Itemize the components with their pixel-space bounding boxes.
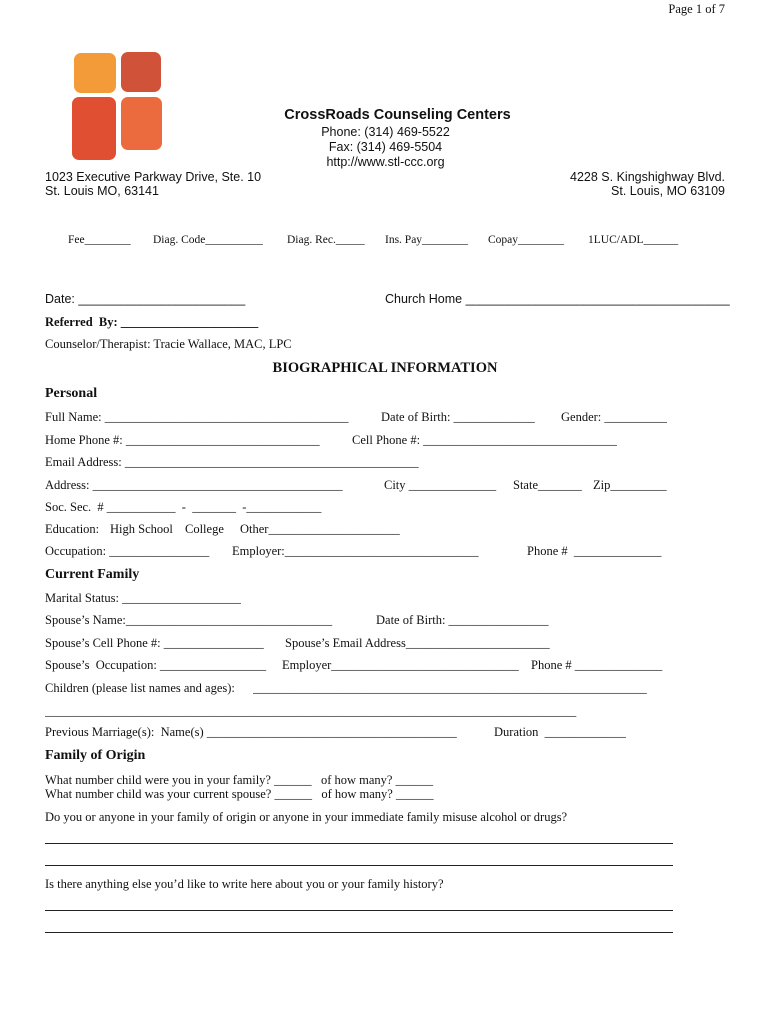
referred-by-field[interactable]: Referred By: ______________________ [45,315,259,329]
luc-adl-field[interactable]: 1LUC/ADL______ [588,234,679,246]
phone-field[interactable]: Phone # ______________ [527,544,662,558]
spouse-employer-field[interactable]: Employer______________________________ [282,658,519,672]
right-address-line2: St. Louis, MO 63109 [611,184,725,198]
zip-field[interactable]: Zip_________ [593,478,667,492]
org-phone: Phone: (314) 469-5522 [321,125,450,139]
logo-square-top-right [121,52,161,92]
ins-pay-field[interactable]: Ins. Pay________ [385,234,469,246]
education-college[interactable]: College [185,522,224,536]
personal-heading: Personal [45,386,98,401]
children-field-line[interactable]: _______________________________________________________________ [253,681,647,695]
logo-square-top-left [74,53,116,93]
education-label: Education: [45,522,100,536]
history-answer-line-1[interactable] [45,910,673,911]
substance-answer-line-1-rule[interactable] [45,843,673,844]
home-phone-field[interactable]: Home Phone #: _______________________________ [45,433,320,447]
church-home-field[interactable]: Church Home ______________________________________ [385,292,730,306]
previous-marriages-field[interactable]: Previous Marriage(s): Name(s) ________________________________________ [45,725,457,739]
cell-phone-field[interactable]: Cell Phone #: _______________________________ [352,433,617,447]
children-field-line-2[interactable]: _____________________________________________________________________________________ [45,704,577,718]
counselor-text: Counselor/Therapist: Tracie Wallace, MAC, LPC [45,337,292,351]
city-field[interactable]: City ______________ [384,478,497,492]
left-address-line1: 1023 Executive Parkway Drive, Ste. 10 [45,170,262,184]
spouse-name-field[interactable]: Spouse’s Name:_________________________________ [45,613,333,627]
section-title: BIOGRAPHICAL INFORMATION [272,360,498,376]
occupation-field[interactable]: Occupation: ________________ [45,544,210,558]
substance-misuse-question: Do you or anyone in your family of origin or anyone in your immediate family misuse alcohol or drugs? [45,810,568,824]
spouse-phone-field[interactable]: Phone # ______________ [531,658,663,672]
address-field[interactable]: Address: ________________________________________ [45,478,343,492]
email-field[interactable]: Email Address: _______________________________________________ [45,455,419,469]
soc-sec-field[interactable]: Soc. Sec. # ___________ - _______ -____________ [45,500,322,514]
education-high-school[interactable]: High School [110,522,173,536]
marital-status-field[interactable]: Marital Status: ___________________ [45,591,241,605]
spouse-occupation-field[interactable]: Spouse’s Occupation: _________________ [45,658,267,672]
family-of-origin-heading: Family of Origin [45,748,146,763]
history-answer-line-2[interactable] [45,932,673,933]
children-label: Children (please list names and ages): [45,681,235,695]
substance-answer-line-2[interactable] [45,865,673,866]
spouse-child-number-question[interactable]: What number child was your current spouse? ______ of how many? ______ [45,787,434,801]
right-address-line1: 4228 S. Kingshighway Blvd. [570,170,725,184]
state-field[interactable]: State_______ [513,478,582,492]
spouse-dob-field[interactable]: Date of Birth: ________________ [376,613,549,627]
date-of-birth-field[interactable]: Date of Birth: _____________ [381,410,535,424]
page-number: Page 1 of 7 [668,2,725,16]
current-family-heading: Current Family [45,567,140,582]
diag-code-field[interactable]: Diag. Code__________ [153,234,263,246]
diag-rec-field[interactable]: Diag. Rec._____ [287,234,365,246]
left-address-line2: St. Louis MO, 63141 [45,184,159,198]
education-other-field[interactable]: Other_____________________ [240,522,400,536]
spouse-cell-field[interactable]: Spouse’s Cell Phone #: ________________ [45,636,264,650]
full-name-field[interactable]: Full Name: _______________________________________ [45,410,349,424]
org-website: http://www.stl-ccc.org [326,155,445,169]
gender-field[interactable]: Gender: __________ [561,410,667,424]
date-field[interactable]: Date: ________________________ [45,292,246,306]
employer-field[interactable]: Employer:_______________________________ [232,544,479,558]
fee-field[interactable]: Fee________ [68,234,131,246]
family-history-question: Is there anything else you’d like to write here about you or your family history? [45,877,444,891]
duration-field[interactable]: Duration _____________ [494,725,626,739]
org-fax: Fax: (314) 469-5504 [328,140,443,154]
org-name: CrossRoads Counseling Centers [284,107,511,123]
copay-field[interactable]: Copay________ [488,234,565,246]
spouse-email-field[interactable]: Spouse’s Email Address_______________________ [285,636,550,650]
child-number-question[interactable]: What number child were you in your family? ______ of how many? ______ [45,773,434,787]
